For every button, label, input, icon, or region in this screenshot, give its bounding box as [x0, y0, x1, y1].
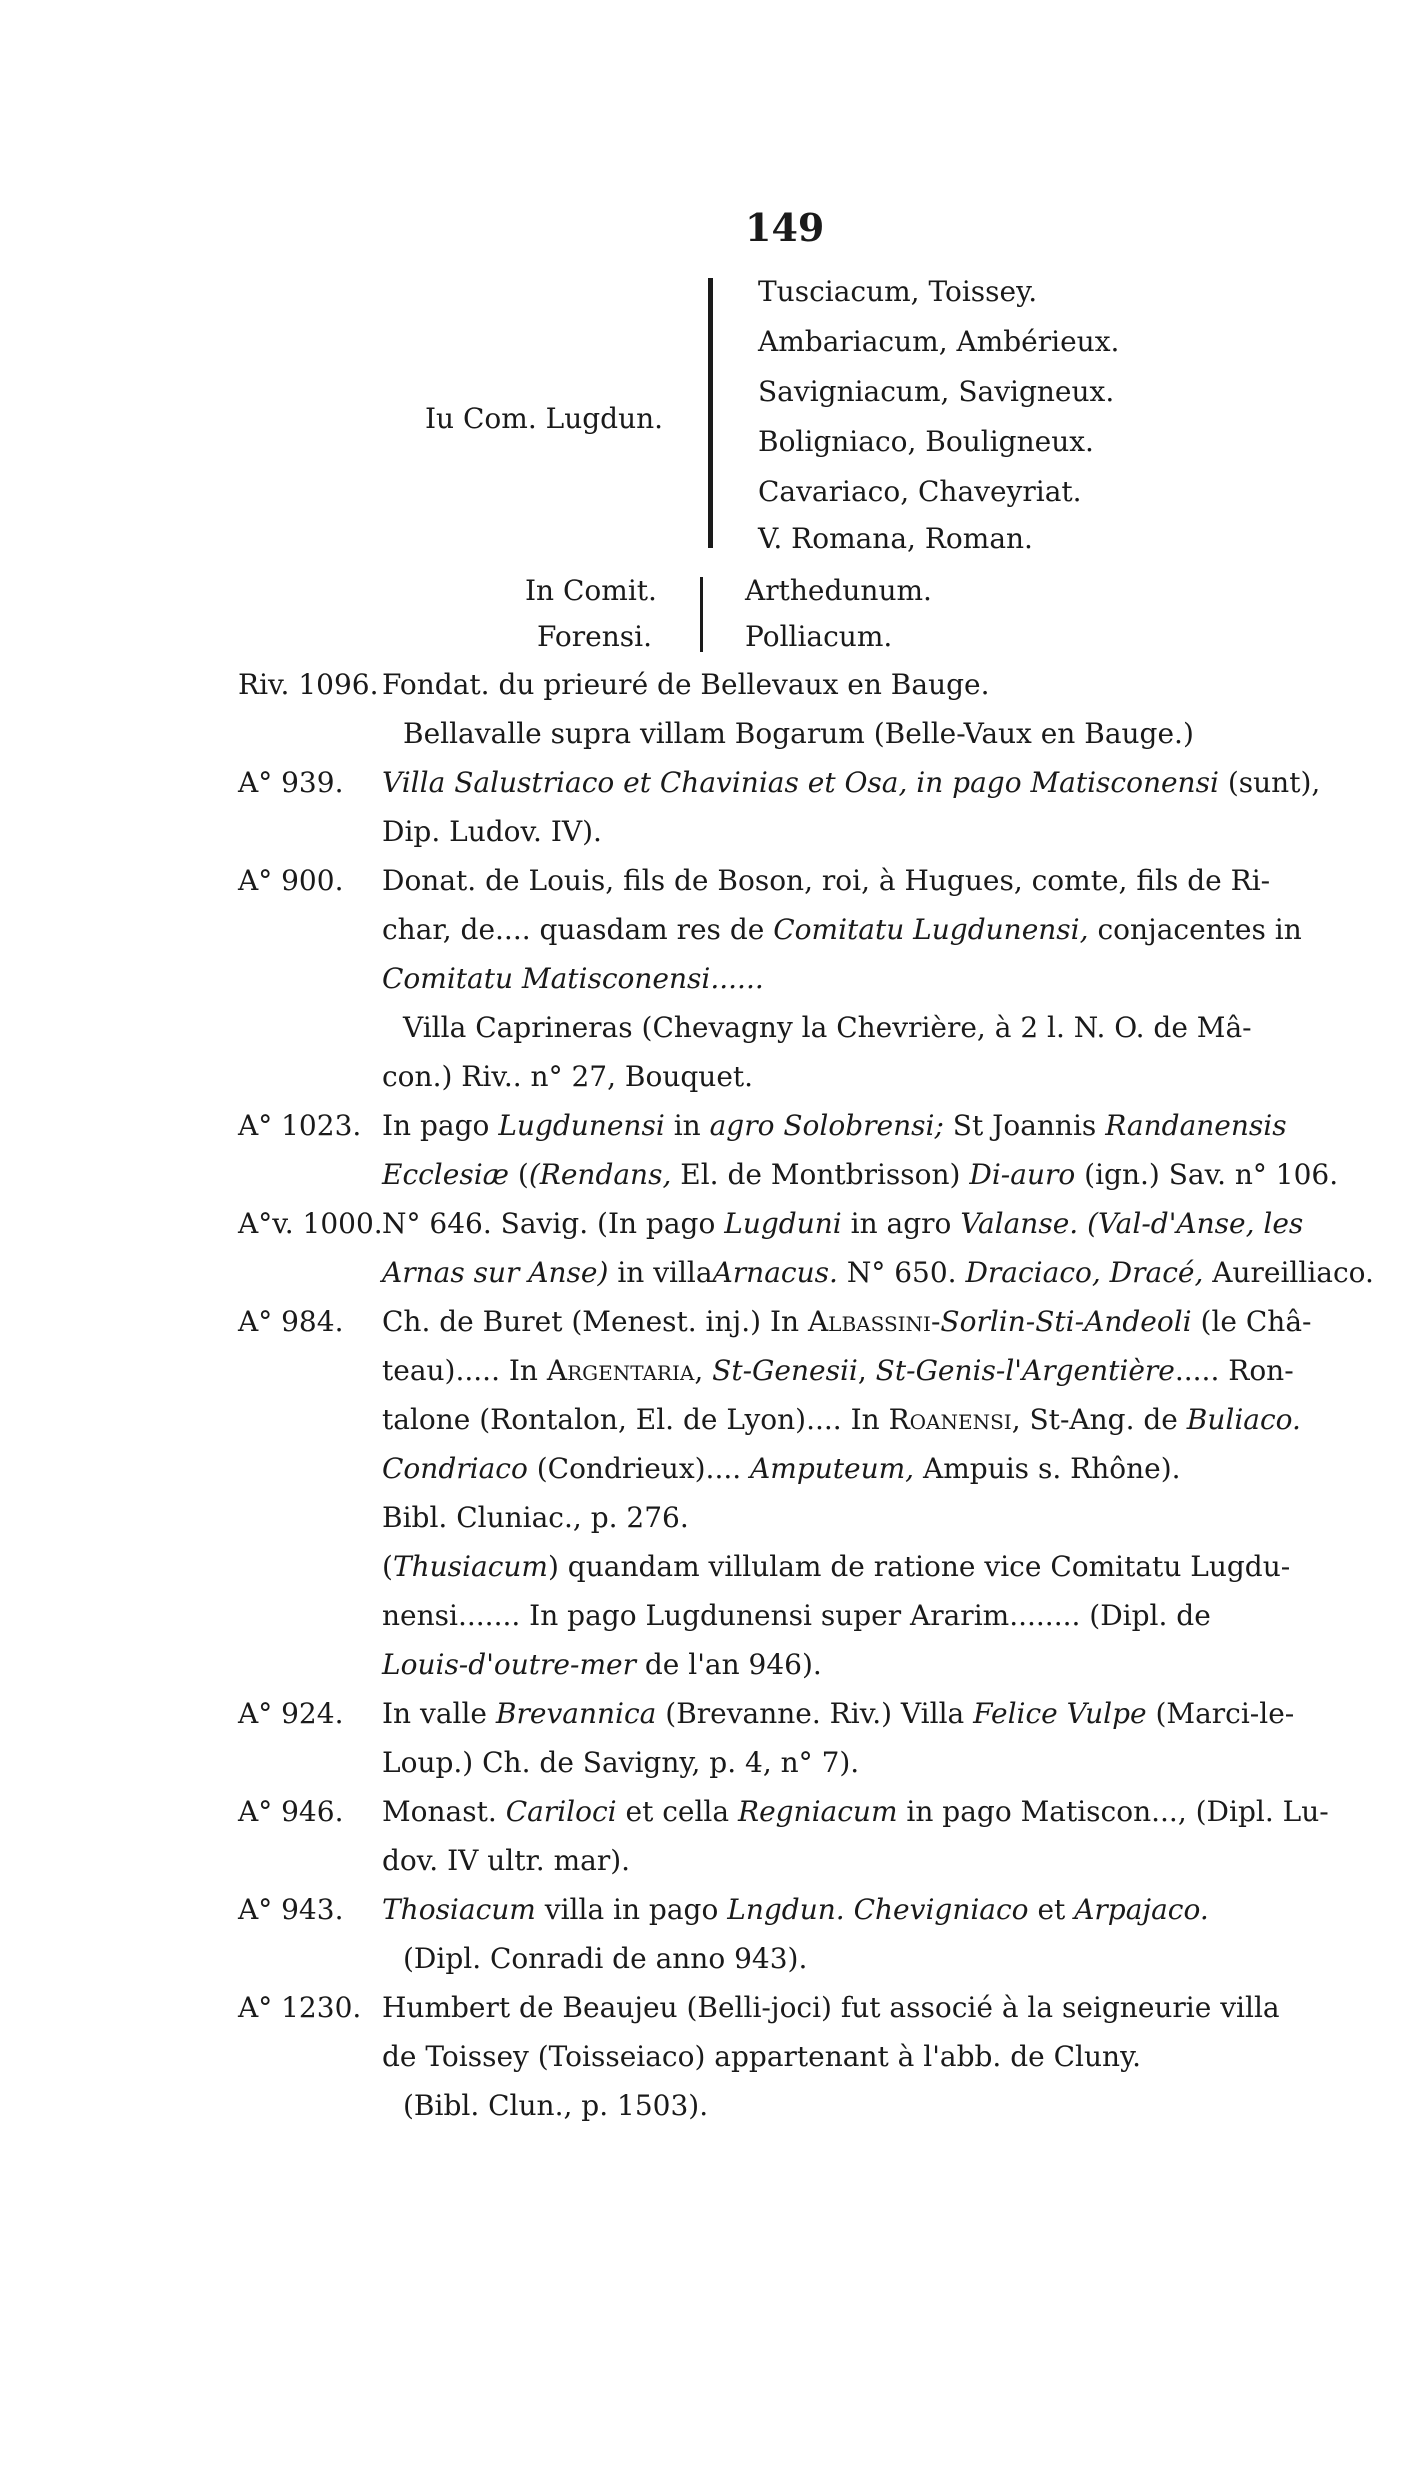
text-line: A° 1023. In pago Lugdunensi in agro Solobrensi; St Joannis Randanensis: [238, 1109, 1287, 1142]
text-line: (Dipl. Conradi de anno 943).: [403, 1942, 808, 1975]
text-line: A° 939. Villa Salustriaco et Chavinias et Osa, in pago Matisconensi (sunt),: [238, 766, 1321, 799]
text-line: de Toissey (Toisseiaco) appartenant à l'abb. de Cluny.: [382, 2040, 1142, 2073]
text-line: Loup.) Ch. de Savigny, p. 4, n° 7).: [382, 1746, 860, 1779]
group2-label: In Comit.: [525, 574, 657, 607]
text-line: A° 1230. Humbert de Beaujeu (Belli-joci) fut associé à la seigneurie villa: [238, 1991, 1280, 2024]
text-line: A° 924. In valle Brevannica (Brevanne. Riv.) Villa Felice Vulpe (Marci-le-: [238, 1697, 1295, 1730]
page-number: 149: [745, 205, 825, 250]
group1-item: Tusciacum, Toissey.: [758, 275, 1038, 308]
text-line: (Bibl. Clun., p. 1503).: [403, 2089, 709, 2122]
group2-label: Forensi.: [537, 620, 652, 653]
text-line: Louis-d'outre-mer de l'an 946).: [382, 1648, 822, 1681]
text-line: A° 984. Ch. de Buret (Menest. inj.) In Albassini-Sorlin-Sti-Andeoli (le Châ-: [238, 1305, 1312, 1338]
group1-brace: [708, 278, 713, 548]
text-line: Condriaco (Condrieux).... Amputeum, Ampuis s. Rhône).: [382, 1452, 1181, 1485]
text-line: A° 946. Monast. Cariloci et cella Regniacum in pago Matiscon..., (Dipl. Lu-: [238, 1795, 1329, 1828]
text-line: Riv. 1096. Fondat. du prieuré de Bellevaux en Bauge.: [238, 668, 990, 701]
text-line: A°v. 1000.N° 646. Savig. (In pago Lugduni in agro Valanse. (Val-d'Anse, les: [238, 1207, 1304, 1240]
text-line: Bibl. Cluniac., p. 276.: [382, 1501, 689, 1534]
group2-brace: [700, 577, 703, 652]
text-line: nensi....... In pago Lugdunensi super Ararim........ (Dipl. de: [382, 1599, 1211, 1632]
group1-item: Boligniaco, Bouligneux.: [758, 425, 1094, 458]
text-line: Arnas sur Anse) in villaArnacus. N° 650. Draciaco, Dracé, Aureilliaco.: [382, 1256, 1374, 1289]
text-line: dov. IV ultr. mar).: [382, 1844, 631, 1877]
group2-item: Arthedunum.: [745, 574, 932, 607]
text-line: con.) Riv.. n° 27, Bouquet.: [382, 1060, 754, 1093]
text-line: Bellavalle supra villam Bogarum (Belle-Vaux en Bauge.): [403, 717, 1194, 750]
text-line: (Thusiacum) quandam villulam de ratione vice Comitatu Lugdu-: [382, 1550, 1291, 1583]
text-line: Dip. Ludov. IV).: [382, 815, 602, 848]
text-line: char, de.... quasdam res de Comitatu Lugdunensi, conjacentes in: [382, 913, 1302, 946]
group1-item: Savigniacum, Savigneux.: [758, 375, 1115, 408]
text-line: Ecclesiæ ((Rendans, El. de Montbrisson) Di-auro (ign.) Sav. n° 106.: [382, 1158, 1339, 1191]
text-line: A° 900. Donat. de Louis, fils de Boson, roi, à Hugues, comte, fils de Ri-: [238, 864, 1271, 897]
group1-item: V. Romana, Roman.: [758, 522, 1033, 555]
entries: [238, 660, 1374, 2130]
text-line: A° 943. Thosiacum villa in pago Lngdun. Chevigniaco et Arpajaco.: [238, 1893, 1209, 1926]
group1-label: Iu Com. Lugdun.: [425, 402, 664, 435]
text-line: Villa Caprineras (Chevagny la Chevrière, à 2 l. N. O. de Mâ-: [403, 1011, 1252, 1044]
group1-item: Ambariacum, Ambérieux.: [758, 325, 1120, 358]
text-line: Comitatu Matisconensi......: [382, 962, 764, 995]
group1-item: Cavariaco, Chaveyriat.: [758, 475, 1082, 508]
group2-item: Polliacum.: [745, 620, 893, 653]
text-line: teau)..... In Argentaria, St-Genesii, St-Genis-l'Argentière..... Ron-: [382, 1354, 1294, 1387]
text-line: talone (Rontalon, El. de Lyon).... In Roanensi, St-Ang. de Buliaco.: [382, 1403, 1301, 1436]
